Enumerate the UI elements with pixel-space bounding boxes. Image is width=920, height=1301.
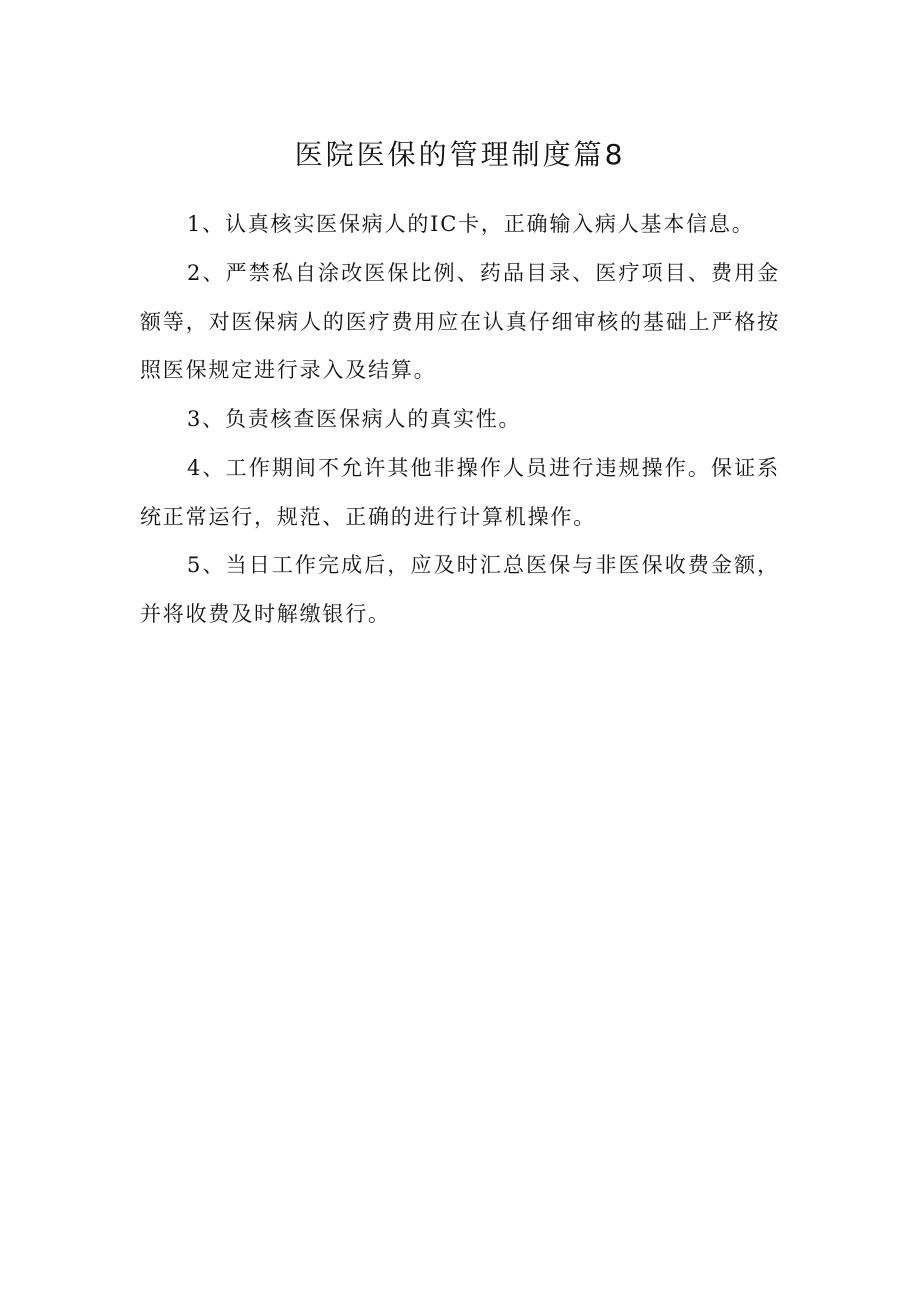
paragraph-5 bbox=[140, 541, 780, 639]
paragraph-3 bbox=[140, 395, 780, 444]
paragraph-line: 5、当日工作完成后，应及时汇总医保与非医保收费金额， bbox=[187, 553, 780, 578]
document-body bbox=[140, 200, 780, 639]
paragraph-line: 4、工作期间不允许其他非操作人员进行违规操作。保证系 bbox=[187, 455, 780, 480]
paragraph-1 bbox=[140, 200, 780, 249]
paragraph-4 bbox=[140, 444, 780, 542]
paragraph-line: 并将收费及时解缴银行。 bbox=[140, 602, 391, 626]
paragraph-line: 2、严禁私自涂改医保比例、药品目录、医疗项目、费用金 bbox=[187, 260, 780, 285]
paragraph-line: 3、负责核查医保病人的真实性。 bbox=[187, 407, 522, 431]
paragraph-2 bbox=[140, 249, 780, 395]
paragraph-line: 照医保规定进行录入及结算。 bbox=[140, 358, 437, 383]
paragraph-line: 1、认真核实医保病人的IC卡，正确输入病人基本信息。 bbox=[187, 212, 755, 236]
document-title: 医院医保的管理制度篇8 bbox=[294, 138, 626, 171]
paragraph-line: 额等，对医保病人的医疗费用应在认真仔细审核的基础上严格按 bbox=[140, 309, 780, 334]
paragraph-line: 统正常运行，规范、正确的进行计算机操作。 bbox=[140, 504, 596, 529]
